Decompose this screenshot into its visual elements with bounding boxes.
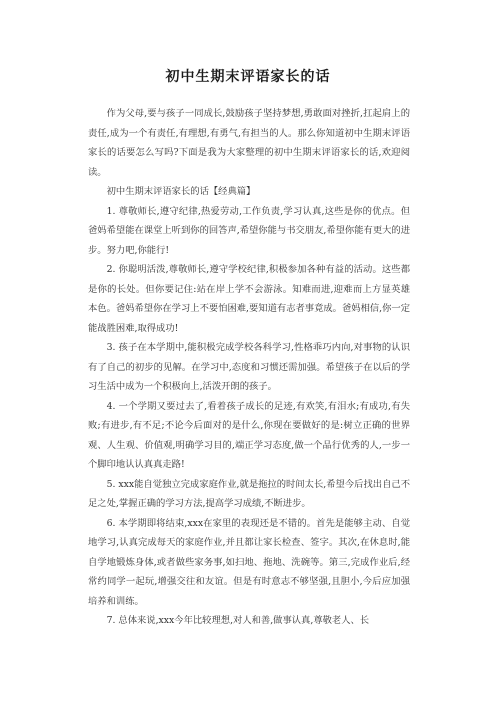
comment-paragraph-7: 7. 总体来说,xxx今年比较理想,对人和善,做事认真,尊敬老人、长 <box>106 615 370 626</box>
comment-paragraph-3: 3. 孩子在本学期中,能积极完成学校各科学习,性格乖巧内向,对事物的认识有了自己的初步的见解。在学习中,态度和习惯还需加强。希望孩子在以后的学习生活中成为一个积极向上,活泼开朗的孩子。 <box>88 342 410 392</box>
intro-paragraph: 作为父母,要与孩子一同成长,鼓励孩子坚持梦想,勇敢面对挫折,扛起肩上的责任,成为一个有责任,有理想,有勇气,有担当的人。那么你知道初中生期末评语家长的话要怎么写吗?下面是我为大家整理的初中生期末评语家长的话,欢迎阅读。 <box>88 108 410 178</box>
comment-paragraph-1: 1. 尊敬师长,遵守纪律,热爱劳动,工作负责,学习认真,这些是你的优点。但爸妈希望能在课堂上听到你的回答声,希望你能与书交朋友,希望你能有更大的进步。努力吧,你能行! <box>88 205 411 256</box>
document-title: 初中生期末评语家长的话 <box>165 69 331 85</box>
section-heading: 初中生期末评语家长的话【经典篇】 <box>106 186 256 197</box>
comment-paragraph-5: 5. xxx能自觉独立完成家庭作业,就是拖拉的时间太长,希望今后找出自己不足之处,掌握正确的学习方法,提高学习成绩,不断进步。 <box>88 478 410 509</box>
comment-paragraph-4: 4. 一个学期又要过去了,看着孩子成长的足迹,有欢笑,有泪水;有成功,有失败;有进步,有不足;不论今后面对的是什么,你现在要做好的是:树立正确的世界观、人生观、价值观,明确学习目的,端正学习态度,做一个品行优秀的人,一步一个脚印地认认真真走路! <box>88 400 410 470</box>
comment-paragraph-6: 6. 本学期即将结束,xxx在家里的表现还是不错的。首先是能够主动、自觉地学习,认真完成每天的家庭作业,并且都让家长检查、签字。其次,在休息时,能自学地锻炼身体,或者做些家务事,如扫地、拖地、洗碗等。第三,完成作业后,经常约同学一起玩,增强交往和友谊。但是有时意志不够坚强,且胆小,今后应加强培养和训练。 <box>88 517 410 607</box>
comment-paragraph-2: 2. 你聪明活泼,尊敬师长,遵守学校纪律,积极参加各种有益的活动。这些都是你的长处。但你要记住:站在岸上学不会游泳。知难而进,迎难而上方显英雄本色。爸妈希望你在学习上不要怕困难,要知道有志者事竟成。爸妈相信,你一定能战胜困难,取得成功! <box>88 264 411 334</box>
document-body <box>88 104 410 631</box>
